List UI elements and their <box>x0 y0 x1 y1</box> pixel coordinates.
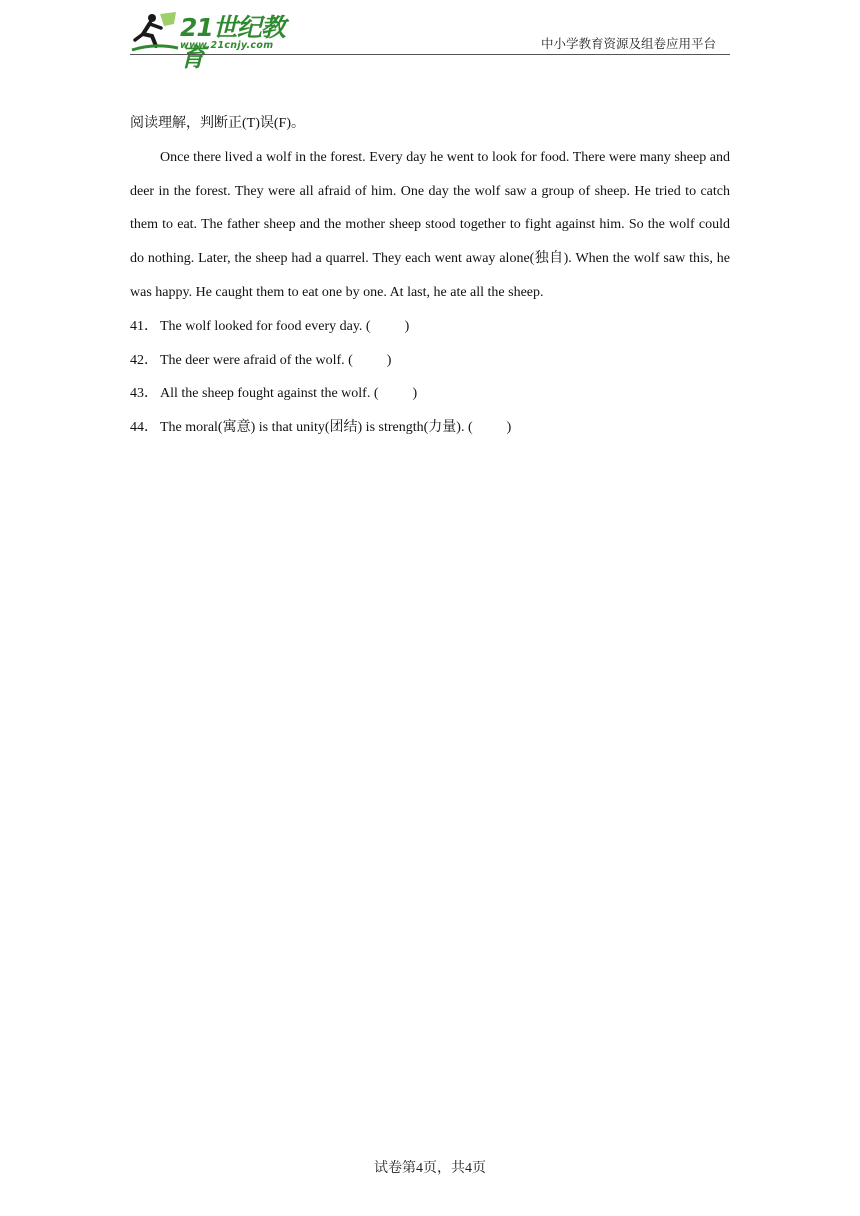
logo-title: 21世纪教育 <box>180 13 285 72</box>
running-figure-icon <box>130 10 182 54</box>
reading-passage: Once there lived a wolf in the forest. Every day he went to look for food. There were many sheep and deer in the forest. They were all afraid of him. One day the wolf saw a group of sheep. He tried to catch them to eat. The father sheep and the mother sheep stood together to fight against him. So the wolf could do nothing. Later, the sheep had a quarrel. They each went away alone(独自). When the wolf saw this, he was happy. He caught them to eat one by one. At last, he ate all the sheep. <box>130 149 730 300</box>
question-text: The moral(寓意) is that unity(团结) is strength(力量). ( <box>160 420 473 436</box>
page-footer: 试卷第4页，共4页 <box>374 1161 486 1176</box>
platform-name: 中小学教育资源及组卷应用平台 <box>540 37 716 51</box>
question-close: ) <box>412 386 418 402</box>
question-close: ) <box>386 352 392 368</box>
question-43 <box>130 377 730 411</box>
question-44 <box>130 411 730 445</box>
question-42 <box>130 344 730 378</box>
question-number: 42． <box>130 352 158 368</box>
logo-url: www.21cnjy.com <box>180 40 274 51</box>
question-close: ) <box>404 318 410 334</box>
question-41 <box>130 310 730 344</box>
question-close: ) <box>506 420 512 436</box>
question-number: 44． <box>130 420 158 436</box>
question-text: The wolf looked for food every day. ( <box>160 318 371 334</box>
reading-section <box>130 107 730 445</box>
instructions: 阅读理解，判断正(T)误(F)。 <box>130 116 305 131</box>
logo <box>130 10 300 72</box>
question-text: The deer were afraid of the wolf. ( <box>160 352 353 368</box>
page-header <box>130 8 730 72</box>
header-divider <box>130 54 730 55</box>
question-number: 43． <box>130 386 158 402</box>
question-number: 41． <box>130 318 158 334</box>
question-text: All the sheep fought against the wolf. ( <box>160 386 379 402</box>
